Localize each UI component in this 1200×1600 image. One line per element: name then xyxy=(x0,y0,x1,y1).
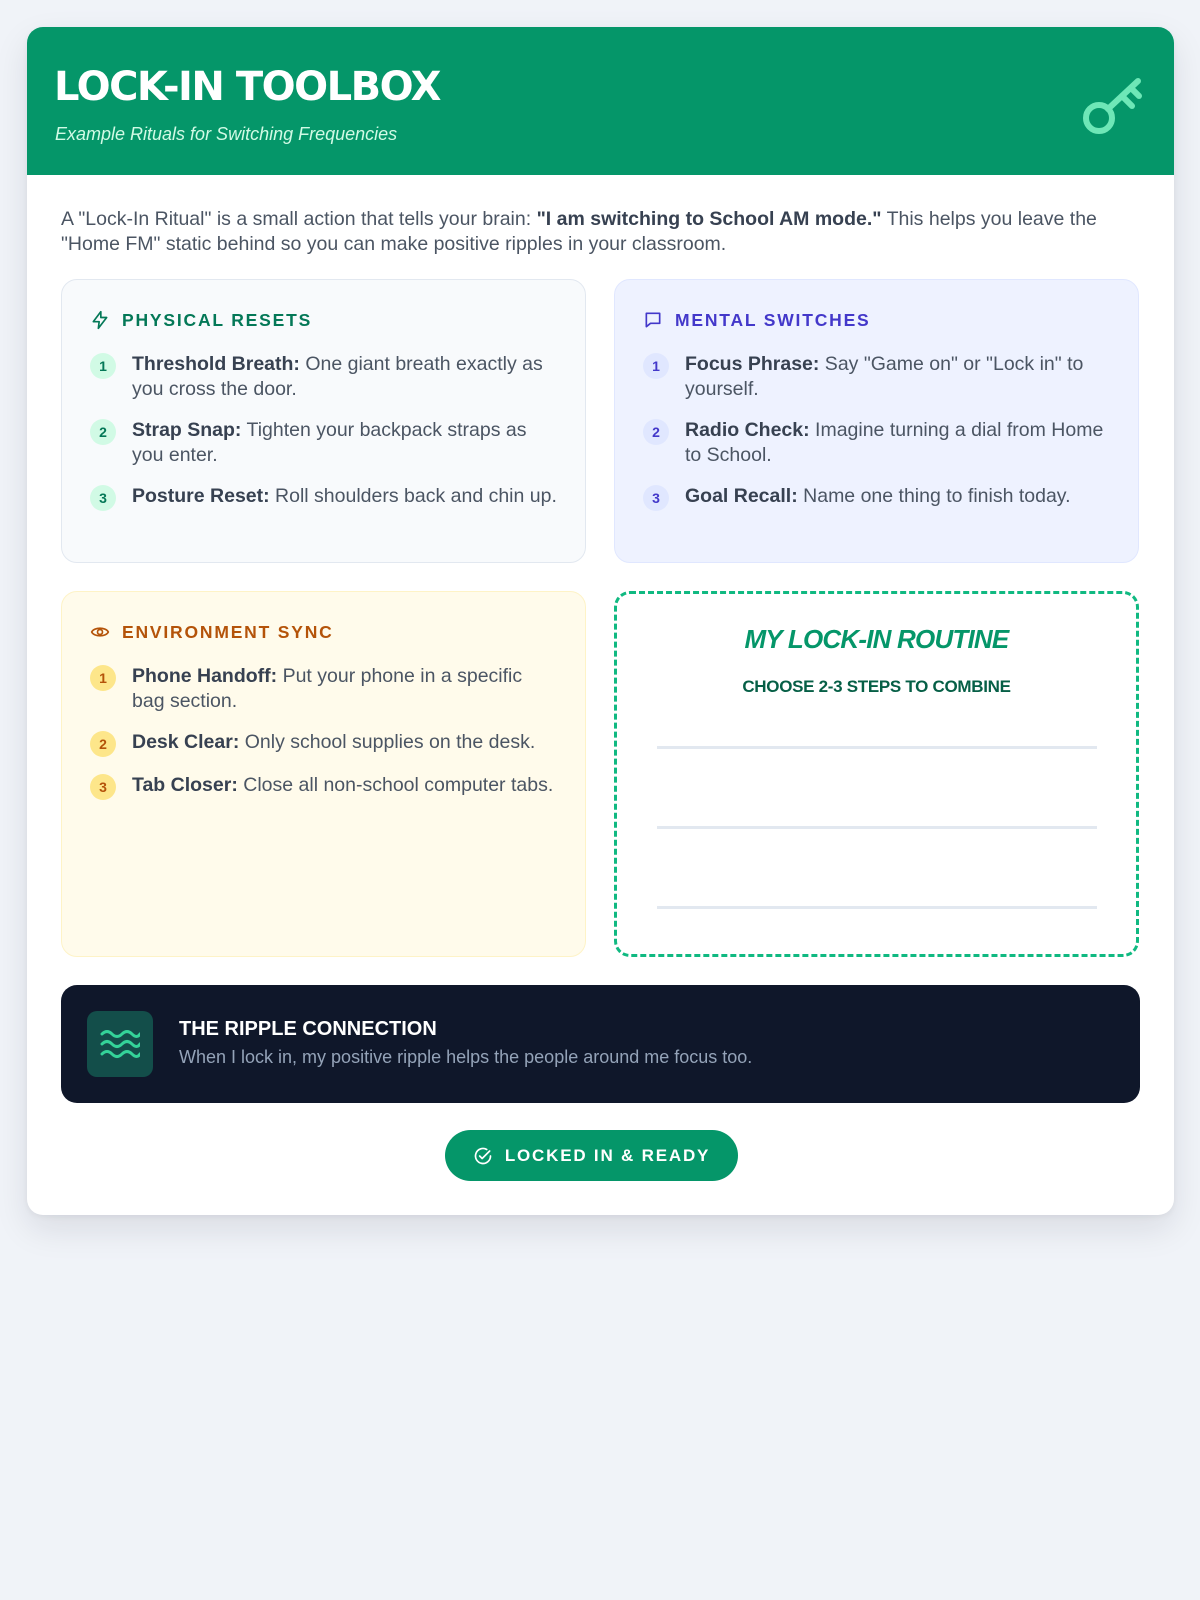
panel-header xyxy=(643,308,871,332)
panel-title: ENVIRONMENT SYNC xyxy=(122,621,334,642)
step-description: Close all non-school computer tabs. xyxy=(237,774,554,796)
ripple-connection-banner xyxy=(61,985,1140,1103)
panel-physical-resets xyxy=(61,279,586,563)
step-description: Name one thing to finish today. xyxy=(797,485,1071,507)
step-term: Radio Check: xyxy=(685,419,810,441)
step-description: Put your phone in a specific bag section. xyxy=(132,665,523,712)
step-text xyxy=(132,418,560,468)
step-term: Desk Clear: xyxy=(132,731,240,753)
list-item xyxy=(90,352,560,402)
panel-title: MENTAL SWITCHES xyxy=(675,309,871,330)
waves-icon xyxy=(87,1011,153,1077)
list-item xyxy=(90,773,560,800)
ripple-description: When I lock in, my positive ripple helps the people around me focus too. xyxy=(179,1047,753,1067)
step-number-badge: 2 xyxy=(643,419,669,445)
ripple-title: THE RIPPLE CONNECTION xyxy=(179,1018,437,1040)
step-number-badge: 3 xyxy=(90,485,116,511)
locked-in-ready-button[interactable] xyxy=(445,1130,738,1181)
list-item xyxy=(643,352,1113,402)
intro-lead: A "Lock-In Ritual" is a small action that tells your brain: xyxy=(61,208,537,230)
intro-text xyxy=(61,207,1121,257)
chat-bubble-icon xyxy=(643,310,663,330)
step-term: Phone Handoff: xyxy=(132,665,278,687)
step-number-badge: 3 xyxy=(643,485,669,511)
toolbox-card xyxy=(27,27,1174,1215)
page-subtitle: Example Rituals for Switching Frequencies xyxy=(55,124,398,144)
list-item xyxy=(90,484,560,511)
step-description: Roll shoulders back and chin up. xyxy=(269,485,557,507)
key-icon xyxy=(1081,71,1149,139)
routine-write-line[interactable] xyxy=(657,826,1097,829)
list-item xyxy=(90,418,560,468)
step-description: Imagine turning a dial from Home to School. xyxy=(685,419,1104,466)
button-label: LOCKED IN & READY xyxy=(504,1145,711,1165)
step-description: Only school supplies on the desk. xyxy=(239,731,536,753)
step-number-badge: 2 xyxy=(90,731,116,757)
eye-icon xyxy=(90,622,110,642)
list-item xyxy=(90,730,560,757)
list-item xyxy=(90,664,560,714)
step-term: Tab Closer: xyxy=(132,774,238,796)
routine-write-line[interactable] xyxy=(657,746,1097,749)
panel-header xyxy=(90,620,334,644)
step-text xyxy=(132,773,553,798)
step-text xyxy=(132,484,557,509)
panel-mental-switches xyxy=(614,279,1139,563)
step-description: Say "Game on" or "Lock in" to yourself. xyxy=(685,353,1084,400)
panel-header xyxy=(90,308,312,332)
step-number-badge: 3 xyxy=(90,774,116,800)
step-text xyxy=(685,484,1071,509)
routine-write-line[interactable] xyxy=(657,906,1097,909)
step-text xyxy=(132,664,560,714)
list-item xyxy=(643,484,1113,511)
routine-title: MY LOCK-IN ROUTINE xyxy=(744,624,1009,654)
intro-tail: This helps you leave the "Home FM" static behind so you can make positive ripples in your classroom. xyxy=(61,208,1097,255)
check-circle-icon xyxy=(473,1146,493,1166)
step-number-badge: 2 xyxy=(90,419,116,445)
step-description: One giant breath exactly as you cross the door. xyxy=(132,353,543,400)
step-list xyxy=(90,352,560,527)
routine-subtitle: CHOOSE 2-3 STEPS TO COMBINE xyxy=(742,677,1011,696)
lightning-icon xyxy=(90,310,110,330)
step-term: Posture Reset: xyxy=(132,485,270,507)
header xyxy=(27,27,1174,175)
panel-my-routine xyxy=(614,591,1139,957)
step-text xyxy=(685,418,1113,468)
step-list xyxy=(90,664,560,816)
step-term: Threshold Breath: xyxy=(132,353,300,375)
panel-environment-sync xyxy=(61,591,586,957)
step-term: Focus Phrase: xyxy=(685,353,820,375)
step-description: Tighten your backpack straps as you enter. xyxy=(132,419,527,466)
list-item xyxy=(643,418,1113,468)
step-number-badge: 1 xyxy=(90,353,116,379)
step-number-badge: 1 xyxy=(90,665,116,691)
step-text xyxy=(132,730,535,755)
step-list xyxy=(643,352,1113,527)
step-text xyxy=(685,352,1113,402)
step-number-badge: 1 xyxy=(643,353,669,379)
page-title: LOCK-IN TOOLBOX xyxy=(54,64,441,110)
step-text xyxy=(132,352,560,402)
intro-emphasis: "I am switching to School AM mode." xyxy=(536,208,882,230)
panel-title: PHYSICAL RESETS xyxy=(122,309,313,330)
step-term: Strap Snap: xyxy=(132,419,242,441)
step-term: Goal Recall: xyxy=(685,485,798,507)
